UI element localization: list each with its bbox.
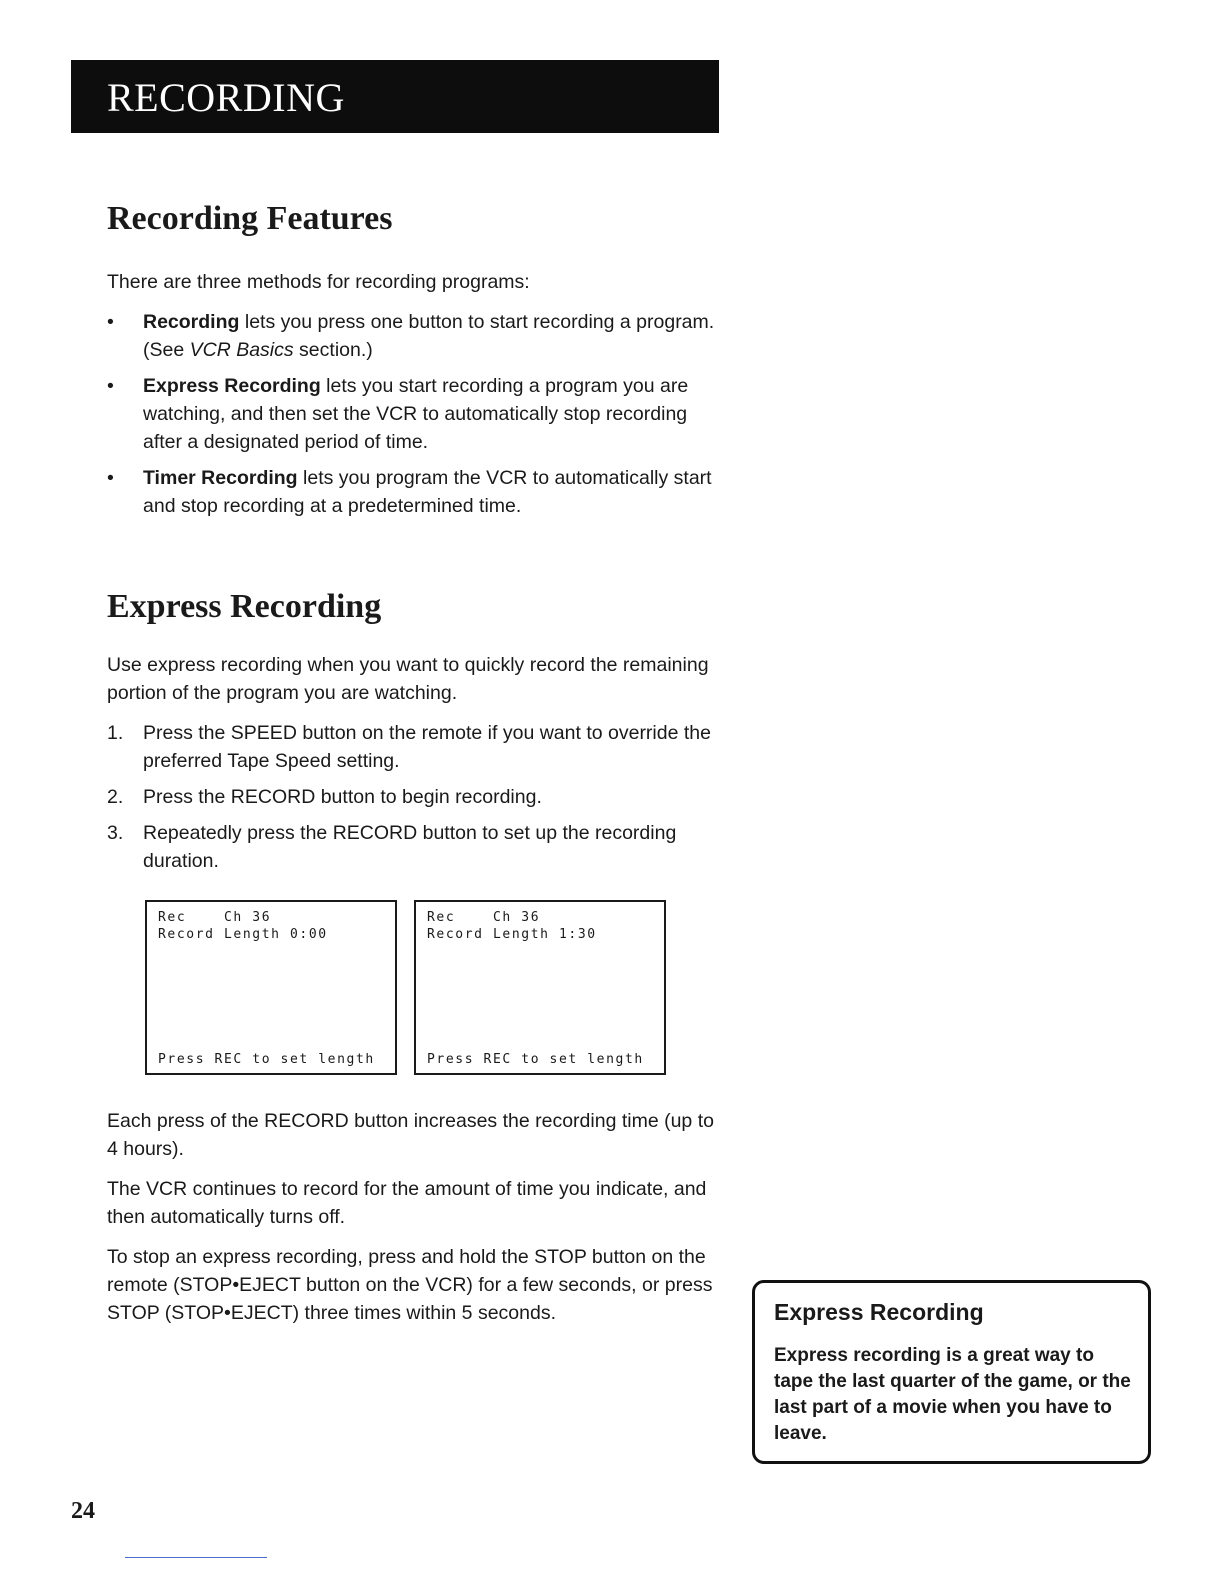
feature-item-timer <box>107 464 727 520</box>
osd-line-channel: Rec Ch 36 <box>158 910 272 925</box>
step-item <box>107 719 727 775</box>
section-title: RECORDING <box>107 75 345 120</box>
feature-text: lets you start recording a program you are watching, and then set the VCR to automatically stop recording after a designated period of time. <box>143 375 689 453</box>
osd-line-prompt: Press REC to set length <box>158 1052 375 1067</box>
onscreen-display-0 <box>145 900 397 1075</box>
osd-line-prompt: Press REC to set length <box>427 1052 644 1067</box>
step-text: Press the SPEED button on the remote if you want to override the preferred Tape Speed setting. <box>143 722 711 772</box>
tip-box <box>752 1280 1151 1464</box>
feature-text: lets you press one button to start recording a program. (See <box>143 311 715 361</box>
bullet: • <box>107 375 114 397</box>
step-text: Repeatedly press the RECORD button to set up the recording duration. <box>143 822 677 872</box>
step-number: 1. <box>107 722 124 744</box>
section-banner <box>71 60 719 133</box>
tip-body: Express recording is a great way to tape the last quarter of the game, or the last part of a movie when you have to leave. <box>774 1345 1131 1444</box>
feature-italic: VCR Basics <box>189 339 294 361</box>
osd-line-length: Record Length 0:00 <box>158 927 328 942</box>
express-para-2: The VCR continues to record for the amount of time you indicate, and then automatically turns off. <box>107 1178 707 1228</box>
step-text: Press the RECORD button to begin recording. <box>143 786 542 808</box>
step-item <box>107 783 727 811</box>
express-steps <box>107 719 727 883</box>
feature-term: Timer Recording <box>143 467 298 489</box>
features-intro: There are three methods for recording programs: <box>107 271 530 293</box>
footer-rule <box>125 1557 267 1558</box>
features-list <box>107 308 727 528</box>
onscreen-display-1 <box>414 900 666 1075</box>
features-heading: Recording Features <box>107 200 393 237</box>
osd-line-length: Record Length 1:30 <box>427 927 597 942</box>
page-number: 24 <box>71 1498 95 1524</box>
express-heading: Express Recording <box>107 588 382 625</box>
feature-text: lets you program the VCR to automatically start and stop recording at a predetermined time. <box>143 467 712 517</box>
step-number: 2. <box>107 786 124 808</box>
step-number: 3. <box>107 822 124 844</box>
feature-term: Recording <box>143 311 240 333</box>
osd-line-channel: Rec Ch 36 <box>427 910 541 925</box>
express-intro: Use express recording when you want to quickly record the remaining portion of the program you are watching. <box>107 654 709 704</box>
feature-item-recording <box>107 308 727 364</box>
bullet: • <box>107 467 114 489</box>
feature-term: Express Recording <box>143 375 321 397</box>
express-para-3: To stop an express recording, press and hold the STOP button on the remote (STOP•EJECT button on the VCR) for a few seconds, or press STOP (STOP•EJECT) three times within 5 seconds. <box>107 1246 713 1324</box>
express-para-1: Each press of the RECORD button increases the recording time (up to 4 hours). <box>107 1110 714 1160</box>
feature-tail: section.) <box>293 339 373 361</box>
step-item <box>107 819 727 875</box>
feature-item-express <box>107 372 727 456</box>
tip-title: Express Recording <box>774 1299 984 1325</box>
bullet: • <box>107 311 114 333</box>
